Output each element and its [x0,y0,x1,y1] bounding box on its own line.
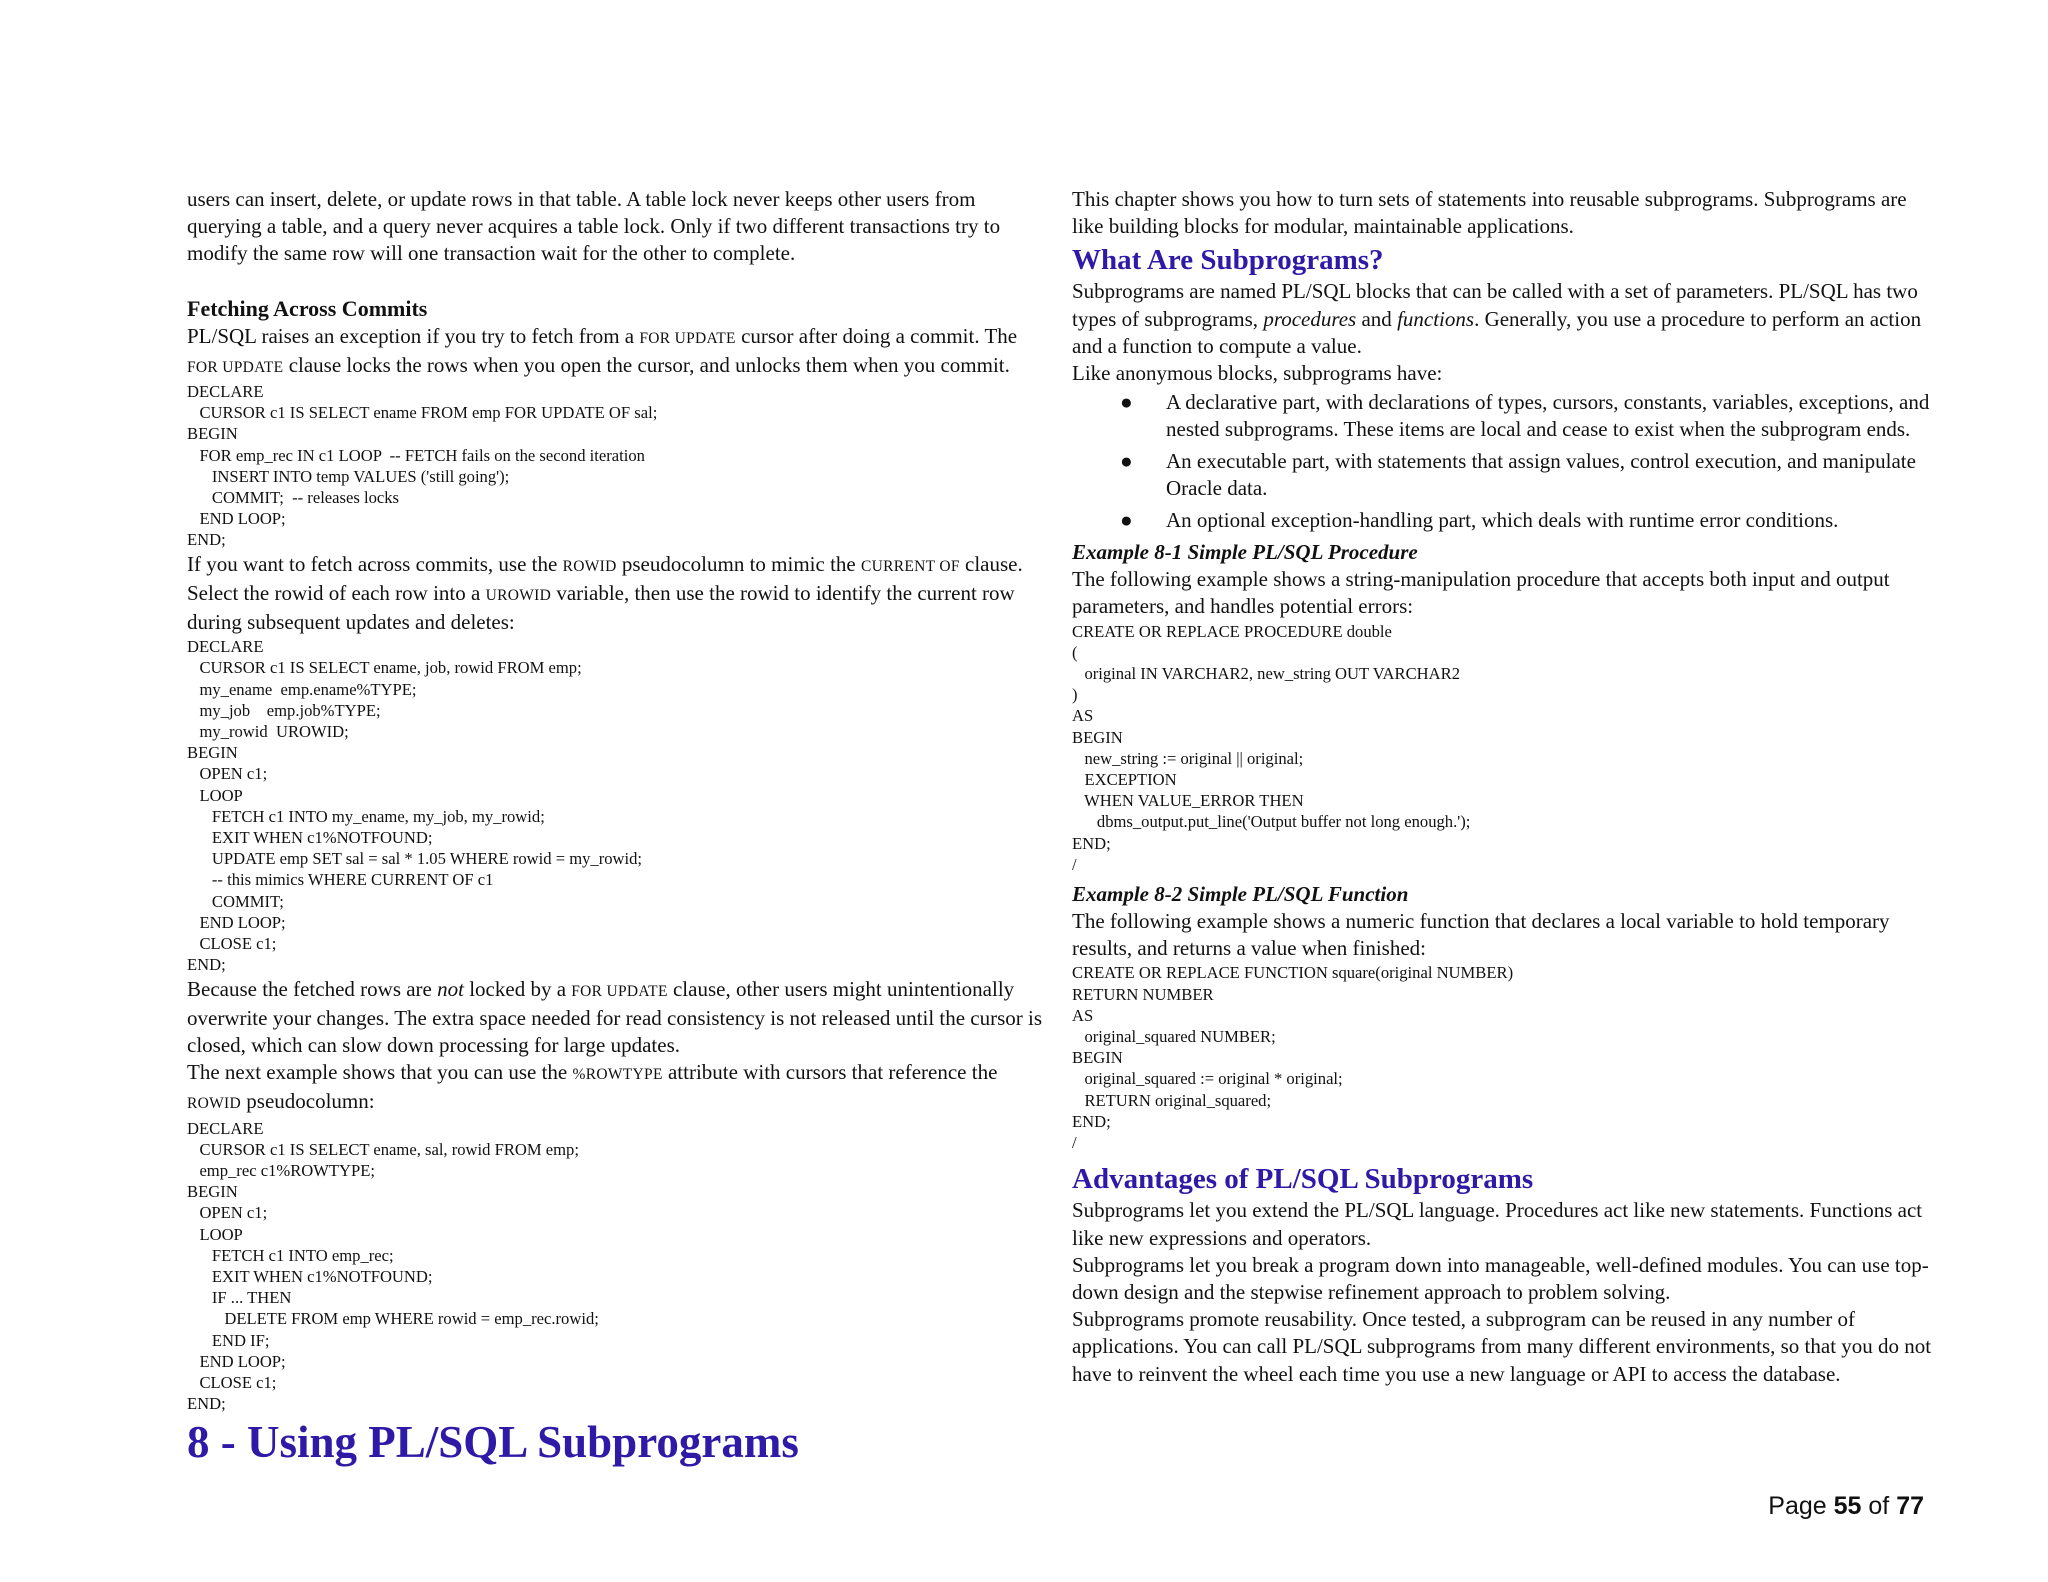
next-example-paragraph: The next example shows that you can use the %ROWTYPE attribute with cursors that reference the ROWID pseudocolumn: [187,1060,998,1114]
advantages-paragraph-1: Subprograms let you extend the PL/SQL language. Procedures act like new statements. Functions act like new expressions and operators. [1072,1198,1923,1250]
right-column [1072,186,1934,1388]
advantages-paragraph-3: Subprograms promote reusability. Once tested, a subprogram can be reused in any number of applications. You can call PL/SQL subprograms from many different environments, so that you do not have to reinvent the wheel each time you use a new language or API to access the database. [1072,1307,1932,1386]
keyword-rowid: ROWID [187,1095,242,1113]
code-block-rowtype: DECLARE CURSOR c1 IS SELECT ename, sal, rowid FROM emp; emp_rec c1%ROWTYPE; BEGIN OPEN c1; LOOP FETCH c1 INTO emp_rec; EXIT WHEN c1%NOTFOUND; IF ... THEN DELETE FROM emp WHERE rowid = emp_rec.rowid; END IF; END LOOP; CLOSE c1; END; [187,1118,599,1414]
list-item: ● A declarative part, with declarations of types, cursors, constants, variables, exceptions, and nested subprograms. These items are local and cease to exist when the subprogram ends. [1120,390,1930,442]
because-paragraph: Because the fetched rows are not locked by a FOR UPDATE clause, other users might unintentionally overwrite your changes. The extra space needed for read consistency is not released until the cursor is closed, which can slow down processing for large updates. [187,976,1043,1057]
example-8-2-description: The following example shows a numeric function that declares a local variable to hold temporary results, and returns a value when finished: [1072,909,1890,961]
rowid-paragraph: If you want to fetch across commits, use the ROWID pseudocolumn to mimic the CURRENT OF clause. Select the rowid of each row into a UROWID variable, then use the rowid to identify the current row during subsequent updates and deletes: [187,551,1023,635]
keyword-urowid: UROWID [485,586,552,604]
code-block-fetch-commit: DECLARE CURSOR c1 IS SELECT ename FROM emp FOR UPDATE OF sal; BEGIN FOR emp_rec IN c1 LOOP -- FETCH fails on the second iteration INSERT INTO temp VALUES ('still going'); COMMIT; -- releases locks END LOOP; END; [187,382,658,550]
keyword-current-of: CURRENT OF [861,557,960,575]
like-anonymous-paragraph: Like anonymous blocks, subprograms have: [1072,361,1443,386]
keyword-for-update: FOR UPDATE [639,329,736,347]
subprogram-parts-list [1072,389,1934,534]
bullet-icon: ● [1120,390,1133,415]
example-8-1-title: Example 8-1 Simple PL/SQL Procedure [1072,540,1418,565]
what-paragraph: Subprograms are named PL/SQL blocks that can be called with a set of parameters. PL/SQL has two types of subprograms, procedures and functions. Generally, you use a procedure to perform an action and a function to compute a value. [1072,279,1922,358]
fetching-across-commits-heading: Fetching Across Commits [187,295,428,321]
bullet-icon: ● [1120,449,1133,474]
keyword-rowid: ROWID [562,557,617,575]
advantages-heading: Advantages of PL/SQL Subprograms [1072,1163,1534,1196]
advantages-paragraph-2: Subprograms let you break a program down into manageable, well-defined modules. You can use top-down design and the stepwise refinement approach to problem solving. [1072,1252,1929,1304]
example-8-2-title: Example 8-2 Simple PL/SQL Function [1072,882,1409,907]
keyword-for-update: FOR UPDATE [571,982,668,1000]
chapter-intro-paragraph: This chapter shows you how to turn sets of statements into reusable subprograms. Subprograms are like building blocks for modular, maintainable applications. [1072,187,1907,239]
chapter-title: 8 - Using PL/SQL Subprograms [187,1417,799,1467]
code-block-function: CREATE OR REPLACE FUNCTION square(original NUMBER) RETURN NUMBER AS original_squared NUMBER; BEGIN original_squared := original * original; RETURN original_squared; END; / [1072,963,1514,1153]
page-number: Page 55 of 77 [1768,1492,1924,1520]
intro-paragraph: users can insert, delete, or update rows in that table. A table lock never keeps other users from querying a table, and a query never acquires a table lock. Only if two different transactions try to modify the same row will one transaction wait for the other to complete. [187,187,1001,266]
keyword-rowtype: %ROWTYPE [572,1066,663,1084]
example-8-1-description: The following example shows a string-manipulation procedure that accepts both input and output parameters, and handles potential errors: [1072,567,1890,619]
keyword-for-update: FOR UPDATE [187,358,284,376]
code-block-rowid: DECLARE CURSOR c1 IS SELECT ename, job, rowid FROM emp; my_ename emp.ename%TYPE; my_job emp.job%TYPE; my_rowid UROWID; BEGIN OPEN c1; LOOP FETCH c1 INTO my_ename, my_job, my_rowid; EXIT WHEN c1%NOTFOUND; UPDATE emp SET sal = sal * 1.05 WHERE rowid = my_rowid; -- this mimics WHERE CURRENT OF c1 COMMIT; END LOOP; CLOSE c1; END; [187,637,643,975]
what-are-subprograms-heading: What Are Subprograms? [1072,244,1384,277]
bullet-icon: ● [1120,508,1133,533]
left-column [187,186,1047,1414]
fetch-paragraph: PL/SQL raises an exception if you try to fetch from a FOR UPDATE cursor after doing a commit. The FOR UPDATE clause locks the rows when you open the cursor, and unlocks them when you commit. [187,323,1018,377]
code-block-procedure: CREATE OR REPLACE PROCEDURE double ( original IN VARCHAR2, new_string OUT VARCHAR2 ) AS BEGIN new_string := original || original; EXCEPTION WHEN VALUE_ERROR THEN dbms_output.put_line('Output buffer not long enough.'); END; / [1072,621,1471,874]
list-item: ● An executable part, with statements that assign values, control execution, and manipulate Oracle data. [1120,449,1916,501]
list-item: ● An optional exception-handling part, which deals with runtime error conditions. [1120,508,1839,533]
